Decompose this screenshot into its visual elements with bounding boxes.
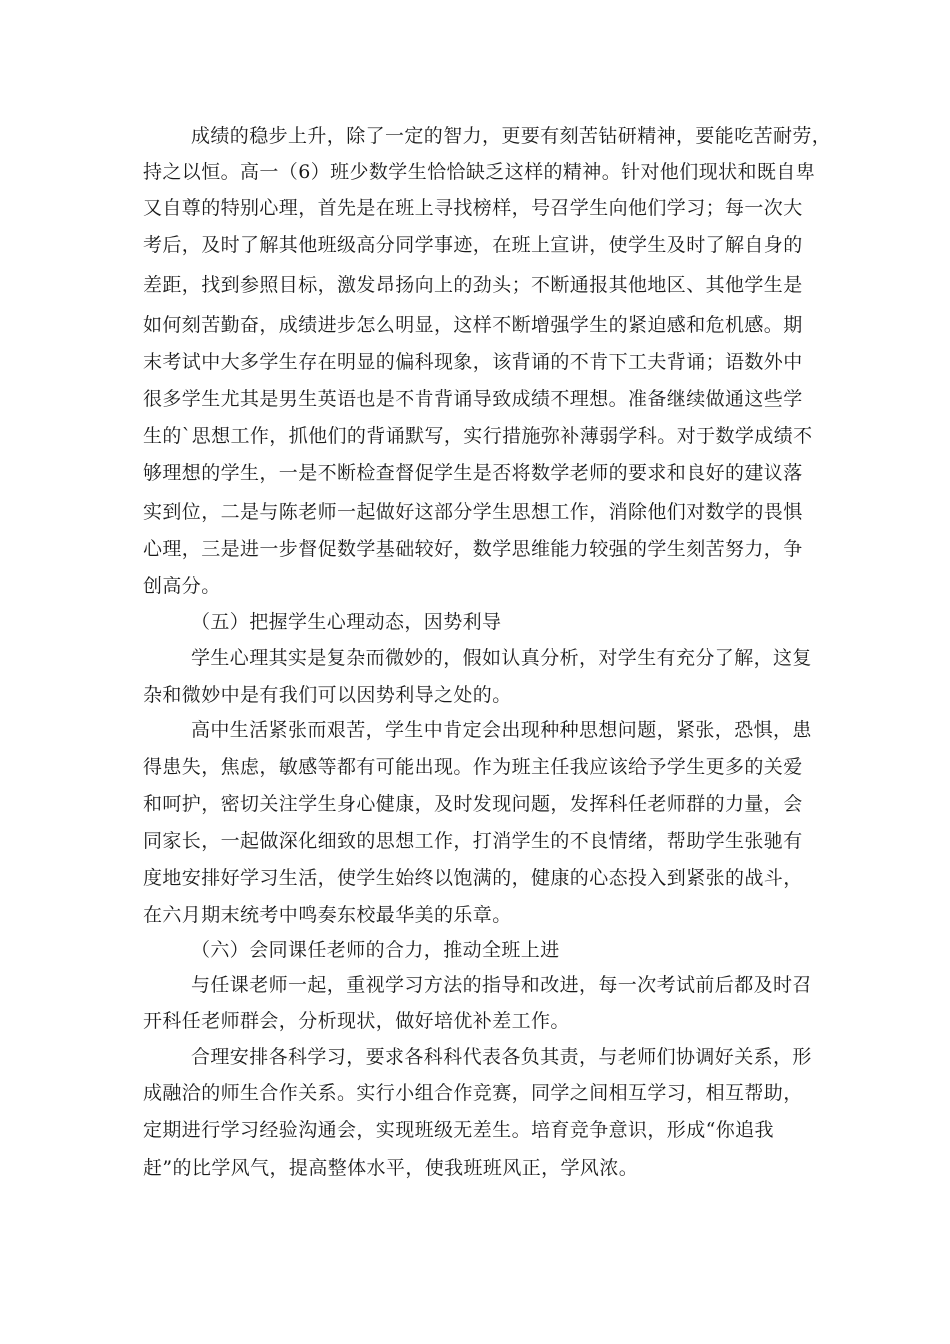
paragraph-line: 创高分。 xyxy=(143,575,221,597)
paragraph-line: 在六月期末统考中鸣奏东校最华美的乐章。 xyxy=(143,904,512,926)
paragraph-line: 又自尊的特别心理，首先是在班上寻找榜样，号召学生向他们学习；每一次大 xyxy=(143,197,803,219)
paragraph-line: 成绩的稳步上升，除了一定的智力，更要有刻苦钻研精神，要能吃苦耐劳， xyxy=(191,125,832,147)
paragraph-line: 度地安排好学习生活，使学生始终以饱满的，健康的心态投入到紧张的战斗， xyxy=(143,867,803,889)
paragraph-line: 持之以恒。高一（6）班少数学生恰恰缺乏这样的精神。针对他们现状和既自卑 xyxy=(143,161,816,183)
paragraph-line: 和呵护，密切关注学生身心健康，及时发现问题，发挥科任老师群的力量，会 xyxy=(143,793,803,815)
paragraph-line: 杂和微妙中是有我们可以因势利导之处的。 xyxy=(143,684,512,706)
paragraph-line: 赶”的比学风气，提高整体水平，使我班班风正，学风浓。 xyxy=(143,1157,639,1179)
paragraph-line: 如何刻苦勤奋，成绩进步怎么明显，这样不断增强学生的紧迫感和危机感。期 xyxy=(143,314,803,336)
paragraph-line: 生的`思想工作，抓他们的背诵默写，实行措施弥补薄弱学科。对于数学成绩不 xyxy=(143,425,813,447)
paragraph-line: 学生心理其实是复杂而微妙的，假如认真分析，对学生有充分了解，这复 xyxy=(191,647,812,669)
paragraph-line: 末考试中大多学生存在明显的偏科现象，该背诵的不肯下工夫背诵；语数外中 xyxy=(143,351,803,373)
paragraph-line: 开科任老师群会，分析现状，做好培优补差工作。 xyxy=(143,1010,570,1032)
paragraph-line: 与任课老师一起，重视学习方法的指导和改进，每一次考试前后都及时召 xyxy=(191,974,812,996)
section-heading: （五）把握学生心理动态，因势利导 xyxy=(191,611,502,633)
paragraph-line: 够理想的学生，一是不断检查督促学生是否将数学老师的要求和良好的建议落 xyxy=(143,462,803,484)
paragraph-line: 合理安排各科学习，要求各科科代表各负其责，与老师们协调好关系，形 xyxy=(191,1046,812,1068)
paragraph-line: 考后，及时了解其他班级高分同学事迹，在班上宣讲，使学生及时了解自身的 xyxy=(143,234,803,256)
paragraph-line: 得患失，焦虑，敏感等都有可能出现。作为班主任我应该给予学生更多的关爱 xyxy=(143,756,803,778)
paragraph-line: 高中生活紧张而艰苦，学生中肯定会出现种种思想问题，紧张，恐惧，患 xyxy=(191,719,812,741)
paragraph-line: 同家长，一起做深化细致的思想工作，打消学生的不良情绪，帮助学生张驰有 xyxy=(143,830,803,852)
section-heading: （六）会同课任老师的合力，推动全班上进 xyxy=(191,939,560,961)
paragraph-line: 成融洽的师生合作关系。实行小组合作竞赛，同学之间相互学习，相互帮助， xyxy=(143,1082,803,1104)
paragraph-line: 定期进行学习经验沟通会，实现班级无差生。培育竞争意识，形成“你追我 xyxy=(143,1119,774,1141)
paragraph-line: 差距，找到参照目标，激发昂扬向上的劲头；不断通报其他地区、其他学生是 xyxy=(143,274,803,296)
paragraph-line: 实到位，二是与陈老师一起做好这部分学生思想工作，消除他们对数学的畏惧 xyxy=(143,501,803,523)
paragraph-line: 心理，三是进一步督促数学基础较好，数学思维能力较强的学生刻苦努力，争 xyxy=(143,538,803,560)
paragraph-line: 很多学生尤其是男生英语也是不肯背诵导致成绩不理想。准备继续做通这些学 xyxy=(143,388,803,410)
